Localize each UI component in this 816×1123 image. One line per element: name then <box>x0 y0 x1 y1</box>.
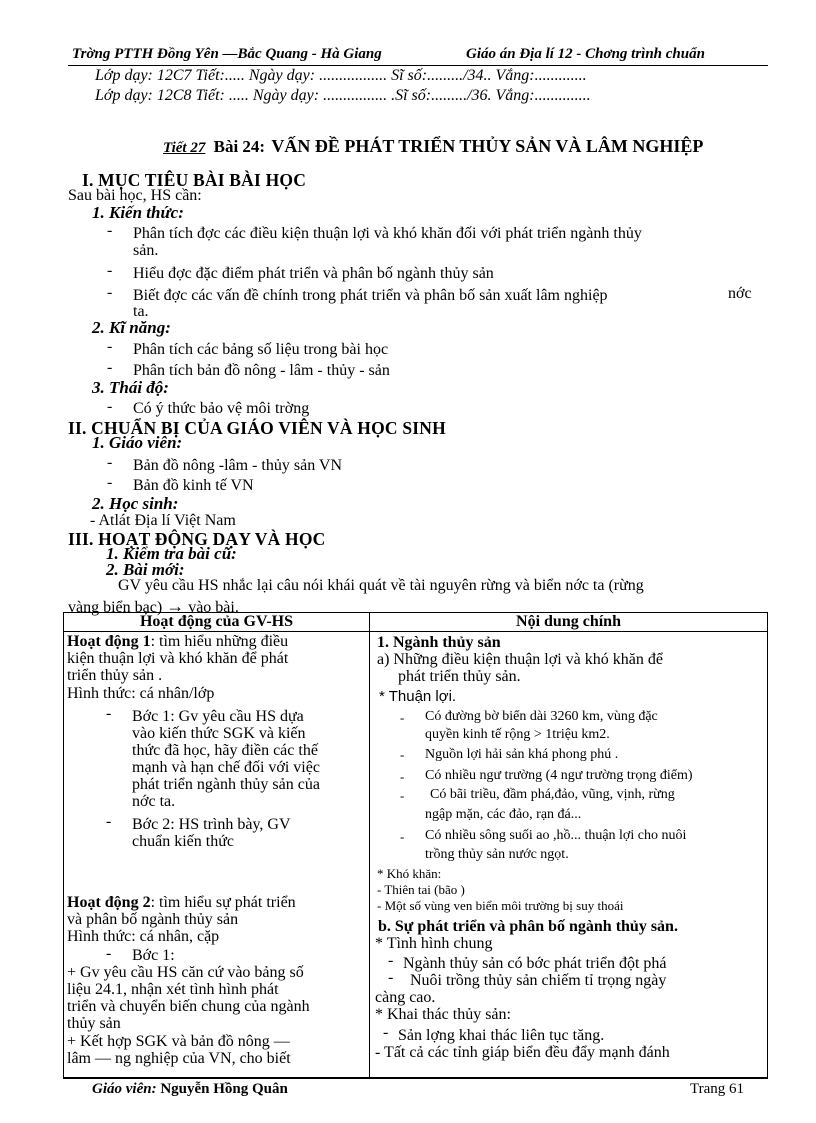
step-1-line-4: mạnh và hạn chế đối với việc <box>132 759 320 776</box>
teacher-item-1: Bản đồ nông -lâm - thủy sản VN <box>133 457 343 474</box>
bullet-dash: - <box>107 284 113 301</box>
content-a-line-2: phát triển thủy sản. <box>398 668 521 685</box>
footer-teacher-name: Nguyễn Hồng Quân <box>160 1081 288 1097</box>
lesson-period: Tiết 27 <box>163 140 206 156</box>
lesson-title <box>163 136 703 157</box>
task-1-line-1: + Gv yêu cầu HS căn cứ vào bảng số <box>67 964 304 981</box>
activity-2-form: Hình thức: cá nhân, cặp <box>67 928 220 945</box>
general-situation-label: * Tình hình chung <box>375 935 493 952</box>
content-heading-b: b. Sự phát triển và phân bố ngành thủy sản. <box>378 918 678 935</box>
situation-item-2-line-1: Nuôi trồng thủy sản chiếm tỉ trọng ngày <box>410 972 667 989</box>
situation-item-1: Ngành thủy sản có bớc phát triển đột phá <box>403 955 667 972</box>
skills-item-2: Phân tích bản đồ nông - lâm - thủy - sản <box>133 362 390 379</box>
table-header-row <box>64 613 768 632</box>
knowledge-item-3-cont: ta. <box>133 303 149 320</box>
intro-paragraph-line-1: GV yêu cầu HS nhắc lại câu nói khái quát về tài nguyên rừng và biển nớc ta (rừng <box>118 577 644 594</box>
subheading-new-lesson: 2. Bài mới: <box>106 560 185 579</box>
advantage-2: Nguồn lợi hải sản khá phong phú . <box>425 747 619 762</box>
step-2-line-1: Bớc 2: HS trình bày, GV <box>132 816 291 833</box>
header-school: Trờng PTTH Đồng Yên —Bắc Quang - Hà Giang <box>72 46 382 62</box>
step-3: Bớc 1: <box>132 947 175 964</box>
bullet-dash: - <box>400 769 405 784</box>
advantages-label: * Thuận lợi. <box>379 688 457 705</box>
step-1-line-1: Bớc 1: Gv yêu cầu HS dựa <box>132 708 304 725</box>
header-subject: Giáo án Địa lí 12 - Chơng trình chuẩn <box>466 46 705 62</box>
bullet-dash: - <box>107 338 113 355</box>
bullet-dash: - <box>400 788 405 803</box>
difficulty-2: - Một số vùng ven biển môi trường bị suy thoái <box>377 898 624 913</box>
fishing-item-2: - Tất cả các tỉnh giáp biển đều đẩy mạnh đánh <box>375 1044 670 1061</box>
arrow-right-icon: → <box>166 596 185 616</box>
content-a-line-1: a) Những điều kiện thuận lợi và khó khăn để <box>377 651 663 668</box>
table-header-activities: Hoạt động của GV-HS <box>64 613 370 632</box>
difficulties-label: * Khó khăn: <box>377 866 442 881</box>
activity-1-form: Hình thức: cá nhân/lớp <box>67 685 215 702</box>
intro-text-part-1: vàng biển bạc) <box>68 599 163 616</box>
advantage-4-line-1: Có bãi triều, đầm phá,đảo, vũng, vịnh, rừng <box>430 787 675 802</box>
step-1-line-6: nớc ta. <box>132 793 176 810</box>
task-1-line-2: liệu 24.1, nhận xét tình hình phát <box>67 981 279 998</box>
header-rule <box>68 65 768 66</box>
activity-2-line-2: và phân bố ngành thủy sản <box>67 911 239 928</box>
advantage-5-line-1: Có nhiều sông suối ao ,hồ... thuận lợi cho nuôi <box>425 828 687 843</box>
footer-page-number: Trang 61 <box>690 1081 745 1097</box>
advantage-1-line-1: Có đường bờ biển dài 3260 km, vùng đặc <box>425 709 658 724</box>
activity-2-label: Hoạt động 2 <box>67 894 151 911</box>
step-1-line-2: vào kiến thức SGK và kiến <box>132 725 306 742</box>
footer-rule <box>63 1077 767 1078</box>
bullet-dash: - <box>400 829 405 844</box>
lesson-number: Bài 24: <box>213 137 266 156</box>
activities-cell <box>64 632 370 1079</box>
class-line-2: Lớp dạy: 12C8 Tiết: ..... Ngày dạy: ................ .Sĩ số:........./36. Vắng:.............. <box>95 87 591 104</box>
advantage-1-line-2: quyền kinh tế rộng > 1triệu km2. <box>425 727 610 742</box>
section-1-intro: Sau bài học, HS cần: <box>68 187 202 204</box>
subheading-review: 1. Kiểm tra bài cũ: <box>106 544 237 563</box>
subheading-skills: 2. Kĩ năng: <box>92 318 171 337</box>
lesson-name: VẤN ĐỀ PHÁT TRIỂN THỦY SẢN VÀ LÂM NGHIỆP <box>271 136 704 156</box>
task-2-line-2: lâm — ng nghiệp của VN, cho biết <box>67 1050 291 1067</box>
difficulty-1: - Thiên tai (bão ) <box>377 882 465 897</box>
bullet-dash: - <box>107 262 113 279</box>
table-row <box>64 632 768 1079</box>
bullet-dash: - <box>106 945 112 962</box>
task-1-line-3: triển và chuyển biến chung của ngành <box>67 998 310 1015</box>
section-heading-2: II. CHUẨN BỊ CỦA GIÁO VIÊN VÀ HỌC SINH <box>68 418 446 438</box>
bullet-dash: - <box>107 474 113 491</box>
bullet-dash: - <box>400 747 405 762</box>
knowledge-item-1: Phân tích đợc các điều kiện thuận lợi và khó khăn đối với phát triển ngành thủy <box>133 225 642 242</box>
knowledge-item-2: Hiểu đợc đặc điểm phát triển và phân bố ngành thủy sản <box>133 265 494 282</box>
intro-text-part-2: vào bài. <box>188 599 239 616</box>
section-heading-1: I. MỤC TIÊU BÀI BÀI HỌC <box>82 170 307 190</box>
knowledge-item-1-cont: sản. <box>133 242 159 259</box>
attitude-item-1: Có ý thức bảo vệ môi trờng <box>133 400 310 417</box>
activity-1-label: Hoạt động 1 <box>67 633 151 650</box>
activity-1-line-2: kiện thuận lợi và khó khăn để phát <box>67 650 289 667</box>
task-1-line-4: thủy sản <box>67 1015 121 1032</box>
bullet-dash: - <box>388 952 394 969</box>
task-2-line-1: + Kết hợp SGK và bản đồ nông — <box>67 1033 290 1050</box>
bullet-dash: - <box>388 969 394 986</box>
bullet-dash: - <box>383 1024 389 1041</box>
bullet-dash: - <box>107 398 113 415</box>
advantage-3: Có nhiều ngư trường (4 ngư trường trọng điểm) <box>425 768 693 783</box>
activity-table <box>63 612 768 1079</box>
subheading-attitude: 3. Thái độ: <box>92 378 169 397</box>
step-1-line-3: thức đã học, hãy điền các thế <box>132 742 318 759</box>
footer-teacher-label: Giáo viên: <box>92 1081 157 1097</box>
section-heading-3: III. HOẠT ĐỘNG DẠY VÀ HỌC <box>68 529 326 549</box>
footer-teacher <box>92 1081 288 1098</box>
content-cell <box>370 632 768 1079</box>
subheading-knowledge: 1. Kiến thức: <box>92 203 184 222</box>
student-item-1: - Atlát Địa lí Việt Nam <box>90 512 236 529</box>
subheading-student: 2. Học sinh: <box>92 494 179 513</box>
bullet-dash: - <box>107 454 113 471</box>
bullet-dash: - <box>107 359 113 376</box>
bullet-dash: - <box>106 813 112 830</box>
knowledge-item-3-word: nớc <box>728 285 752 302</box>
subheading-teacher: 1. Giáo viên: <box>92 433 183 452</box>
activity-1-line-3: triển thủy sản . <box>67 667 163 684</box>
bullet-dash: - <box>106 705 112 722</box>
step-1-line-5: phát triển ngành thủy sản của <box>132 776 320 793</box>
class-line-1: Lớp dạy: 12C7 Tiết:..... Ngày dạy: ................. Sĩ số:........./34.. Vắng:............. <box>95 67 587 84</box>
situation-item-2-line-2: càng cao. <box>375 989 436 1006</box>
fishing-label: * Khai thác thủy sản: <box>375 1006 511 1023</box>
content-heading-1: 1. Ngành thủy sản <box>377 634 501 651</box>
bullet-dash: - <box>107 222 113 239</box>
step-2-line-2: chuẩn kiến thức <box>132 833 234 850</box>
advantage-4-line-2: ngập mặn, các đảo, rạn đá... <box>425 807 582 822</box>
activity-1-title: Hoạt động 1: tìm hiểu những điều <box>67 633 289 650</box>
skills-item-1: Phân tích các bảng số liệu trong bài học <box>133 341 389 358</box>
advantage-5-line-2: trồng thủy sản nước ngọt. <box>425 847 569 862</box>
activity-2-title: Hoạt động 2: tìm hiểu sự phát triển <box>67 894 296 911</box>
fishing-item-1: Sản lợng khai thác liên tục tăng. <box>398 1027 605 1044</box>
teacher-item-2: Bản đồ kinh tế VN <box>133 477 254 494</box>
knowledge-item-3: Biết đợc các vấn đề chính trong phát triển và phân bố sản xuất lâm nghiệp <box>133 287 608 304</box>
bullet-dash: - <box>400 710 405 725</box>
table-header-content: Nội dung chính <box>370 613 768 632</box>
